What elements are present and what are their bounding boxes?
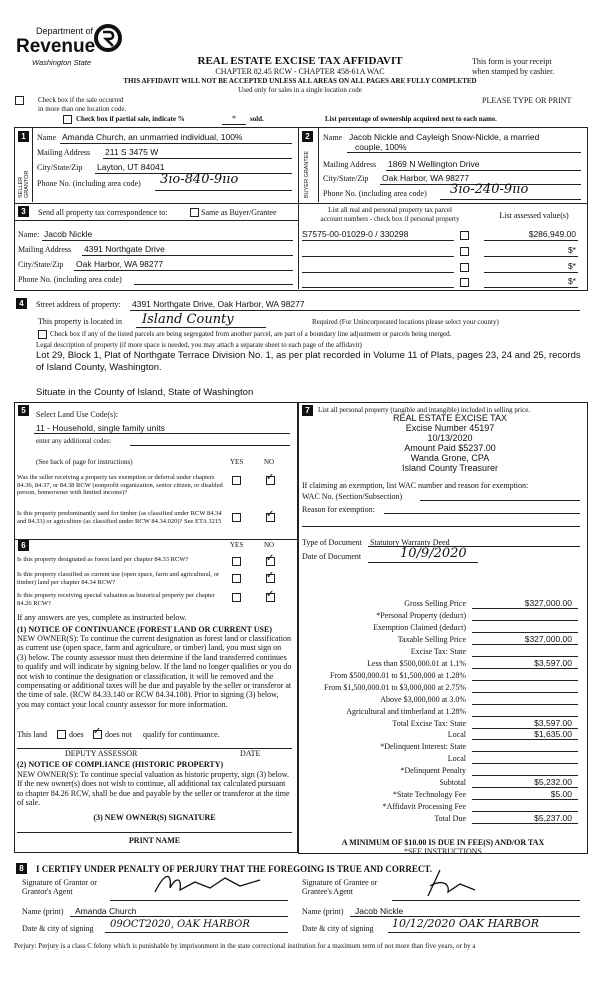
correspondence-label: Send all property tax correspondence to: — [38, 208, 168, 217]
see-instructions: *SEE INSTRUCTIONS — [403, 847, 482, 856]
tax-row-line — [472, 704, 578, 705]
exemption-no-check-icon: ✓ — [266, 472, 275, 483]
certify-title: I CERTIFY UNDER PENALTY OF PERJURY THAT THE FOREGOING IS TRUE AND CORRECT. — [36, 864, 433, 874]
deputy-assessor-label: DEPUTY ASSESSOR — [65, 749, 138, 758]
historic-yes-checkbox[interactable] — [232, 593, 241, 602]
section-3-number: 3 — [18, 206, 29, 217]
assessed-value-2[interactable]: $* — [567, 245, 576, 255]
tax-row-line — [472, 751, 578, 752]
forest-yes-checkbox[interactable] — [232, 557, 241, 566]
seller-phone-label: Phone No. (including area code) — [37, 179, 141, 188]
seller-side-label: SELLER GRANTOR — [18, 170, 30, 198]
grantee-print-name[interactable]: Jacob Nickle — [355, 906, 404, 916]
grantee-signature-label: Signature of Grantee or Grantee's Agent — [302, 878, 378, 896]
tax-row-label: *Delinquent Penalty — [400, 766, 466, 776]
grantee-signature[interactable] — [420, 866, 490, 900]
seller-city[interactable]: Layton, UT 84041 — [97, 162, 165, 172]
grantee-name-label: Name (print) — [302, 907, 344, 916]
notice-2-title: (2) NOTICE OF COMPLIANCE (HISTORIC PROPERTY) — [17, 760, 224, 769]
tax-row-line — [472, 716, 578, 717]
partial-sale-sold: sold. — [250, 115, 264, 123]
land-use-label: Select Land Use Code(s): — [36, 410, 118, 419]
grantee-date-city-label: Date & city of signing — [302, 924, 374, 933]
partial-sale-label: Check box if partial sale, indicate % — [76, 115, 185, 123]
doc-date[interactable]: 10/9/2020 — [400, 546, 467, 561]
tax-row-line — [472, 692, 578, 693]
tax-row-line — [472, 811, 578, 812]
seller-phone[interactable]: 3ıo-840-9ııo — [160, 172, 239, 187]
buyer-addr[interactable]: 1869 N Wellington Drive — [388, 159, 480, 169]
tax-row-line — [472, 799, 578, 800]
parcel-header-2: account numbers - check box if personal property — [320, 215, 460, 223]
personal-property-checkbox-3[interactable] — [460, 263, 469, 272]
same-as-buyer-label: Same as Buyer/Grantee — [201, 208, 277, 217]
assessed-value[interactable]: $286,949.00 — [528, 229, 576, 239]
seller-city-label: City/State/Zip — [37, 163, 83, 172]
seller-name-label: Name — [37, 133, 57, 142]
print-name-label: PRINT NAME — [128, 836, 181, 845]
additional-codes-label: enter any additional codes: — [36, 437, 112, 445]
exemption-claim-label: If claiming an exemption, list WAC number and reason for exemption: — [302, 481, 529, 490]
current-use-yes-checkbox[interactable] — [232, 574, 241, 583]
tax-row-label: Less than $500,000.01 at 1.1% — [367, 658, 466, 668]
tax-row-line — [472, 632, 578, 633]
tax-row-line — [472, 620, 578, 621]
corr-addr[interactable]: 4391 Northgate Drive — [84, 244, 165, 254]
stamp-line-2: Excise Number 45197 — [405, 423, 495, 433]
legal-description[interactable]: Lot 29, Block 1, Plat of Northgate Terrace Division No. 1, as per plat recorded in Volume 11 of Plats, pages 23, 24 and 25, records of Island County, Washington. — [36, 350, 581, 373]
type-or-print: PLEASE TYPE OR PRINT — [482, 96, 572, 105]
grantor-signature[interactable] — [150, 870, 270, 900]
corr-phone-label: Phone No. (including area code) — [18, 275, 122, 284]
current-use-question: Is this property classified as current use (open space, farm and agricultural, or timber) land per chapter 84.34 RCW? — [17, 571, 220, 586]
corr-city[interactable]: Oak Harbor, WA 98277 — [76, 259, 164, 269]
buyer-phone-label: Phone No. (including area code) — [323, 189, 427, 198]
grantor-date-city[interactable]: 09OCT2020, OAK HARBOR — [110, 919, 250, 930]
stamp-line-6: Island County Treasurer — [401, 463, 499, 473]
multi-location-label-1: Check box if the sale occurred — [38, 96, 124, 104]
tax-row-label: Gross Selling Price — [404, 599, 466, 608]
buyer-addr-label: Mailing Address — [323, 160, 377, 169]
tax-row-value[interactable]: $1,635.00 — [534, 729, 572, 740]
land-use-no-header: NO — [264, 458, 275, 466]
tax-row-line — [472, 728, 578, 729]
s6-no-header: NO — [264, 541, 275, 549]
notice-1-title: (1) NOTICE OF CONTINUANCE (FOREST LAND OR CURRENT USE) — [17, 625, 272, 634]
buyer-name-2[interactable]: couple, 100% — [355, 142, 407, 152]
section-8-number: 8 — [16, 863, 27, 874]
tax-row-line — [472, 787, 578, 788]
doc-type-label: Type of Document — [302, 538, 362, 547]
exemption-yes-checkbox[interactable] — [232, 476, 241, 485]
form-chapter: CHAPTER 82.45 RCW - CHAPTER 458-61A WAC — [215, 67, 385, 76]
tax-row-label: *State Technology Fee — [392, 790, 466, 800]
notice-2-body: NEW OWNER(S): To continue special valuation as historic property, sign (3) below. If the new owner(s) does not wish to continue, all additional tax calculated pursuant to chapter 84.26 RCW, shall be due and payable by the seller or transferor at the time of sale. — [17, 770, 290, 808]
buyer-phone[interactable]: 3ıo-240-9ııo — [450, 182, 529, 197]
dor-logo-icon — [94, 24, 122, 52]
land-use-yes-header: YES — [230, 458, 244, 466]
tax-row-label: Local — [447, 730, 466, 740]
tax-row-line — [472, 680, 578, 681]
personal-property-label: List all personal property (tangible and intangible) included in selling price. — [318, 406, 531, 414]
buyer-city[interactable]: Oak Harbor, WA 98277 — [382, 173, 470, 183]
segregated-note: Check box if any of the listed parcels are being segregated from another parcel, are part of a boundary line adjustment or parcels being merged. — [50, 330, 452, 338]
tax-row-line — [472, 656, 578, 657]
same-as-buyer-checkbox[interactable] — [190, 208, 199, 217]
grantee-date-city[interactable]: 10/12/2020 OAK HARBOR — [392, 917, 539, 930]
receipt-note-2: when stamped by cashier. — [472, 67, 555, 76]
corr-name-label: Name: — [18, 230, 40, 239]
doc-date-label: Date of Document — [302, 552, 362, 561]
forest-no-check-icon: ✓ — [266, 553, 275, 564]
tax-row-label: Subtotal — [439, 778, 466, 788]
qualify-label: qualify for continuance. — [143, 730, 220, 739]
legal-label: Legal description of property (if more space is needed, you may attach a separate sheet to each page of the affidavit) — [36, 341, 362, 349]
tax-row-label: *Delinquent Interest: State — [380, 742, 466, 752]
historic-no-check-icon: ✓ — [266, 589, 275, 600]
seller-name[interactable]: Amanda Church, an unmarried individual, 100% — [62, 132, 243, 142]
land-use-code[interactable]: 11 - Household, single family units — [36, 423, 165, 433]
tax-row-value[interactable]: $327,000.00 — [524, 598, 572, 608]
stamp-line-4: Amount Paid $5237.00 — [404, 443, 496, 453]
seller-addr-label: Mailing Address — [37, 148, 91, 157]
tax-row-value[interactable]: $3,597.00 — [534, 657, 572, 668]
street-label: Street address of property: — [36, 300, 121, 309]
buyer-side-label: BUYER GRANTEE — [304, 150, 310, 198]
section-7-number: 7 — [302, 405, 313, 416]
assessed-header: List assessed value(s) — [499, 211, 569, 220]
tax-row-line — [472, 775, 578, 776]
buyer-name-label: Name — [323, 133, 343, 142]
tax-row-label: From $1,500,000.01 to $3,000,000 at 2.75% — [324, 682, 466, 692]
personal-property-checkbox-1[interactable] — [460, 231, 469, 240]
tax-row-value[interactable]: $5,237.00 — [534, 813, 572, 824]
tax-row-label: *Personal Property (deduct) — [376, 610, 466, 620]
section-4-number: 4 — [16, 298, 27, 309]
corr-addr-label: Mailing Address — [18, 245, 72, 254]
tax-row-line — [472, 608, 578, 609]
buyer-name[interactable]: Jacob Nickle and Cayleigh Snow-Nickle, a married — [349, 132, 540, 142]
tax-row-label: Total Excise Tax: State — [392, 718, 466, 728]
form-warning: THIS AFFIDAVIT WILL NOT BE ACCEPTED UNLESS ALL AREAS ON ALL PAGES ARE FULLY COMPLETED — [123, 77, 477, 85]
section-5-number: 5 — [18, 405, 29, 416]
grantor-signature-label: Signature of Grantor or Grantor's Agent — [22, 878, 97, 896]
wac-label: WAC No. (Section/Subsection) — [302, 492, 403, 501]
property-street[interactable]: 4391 Northgate Drive, Oak Harbor, WA 98277 — [132, 299, 305, 309]
corr-name[interactable]: Jacob Nickle — [44, 229, 93, 239]
stamp-line-5: Wanda Grone, CPA — [410, 453, 490, 463]
tax-row-label: *Affidavit Processing Fee — [382, 802, 466, 812]
tax-row-label: From $500,000.01 to $1,500,000 at 1.28% — [330, 670, 466, 680]
section-2-number: 2 — [302, 131, 313, 142]
multi-location-checkbox[interactable] — [15, 96, 24, 105]
tax-row-value[interactable]: $3,597.00 — [534, 717, 572, 728]
tax-row-line — [472, 644, 578, 645]
receipt-note-1: This form is your receipt — [472, 57, 552, 66]
located-label: This property is located in — [38, 317, 122, 326]
tax-row-line — [472, 823, 578, 824]
tax-row-label: Agricultural and timberland at 1.28% — [346, 706, 466, 716]
section-6-number: 6 — [18, 540, 29, 551]
dept-main: Revenue — [16, 36, 96, 57]
tax-row-label: Local — [447, 754, 466, 764]
tax-row-label: Exemption Claimed (deduct) — [373, 622, 466, 632]
partial-sale-checkbox[interactable] — [63, 115, 72, 124]
tax-row-label: Total Due — [434, 814, 466, 824]
located-county[interactable]: Island County — [142, 312, 234, 327]
buyer-city-label: City/State/Zip — [323, 174, 369, 183]
assessed-value-4[interactable]: $* — [567, 276, 576, 286]
tax-row-line — [472, 763, 578, 764]
if-any-yes: If any answers are yes, complete as instructed below. — [17, 613, 187, 622]
see-back-note: (See back of page for instructions) — [36, 458, 133, 466]
tax-row-value[interactable]: $5.00 — [550, 789, 572, 800]
list-pct-note: List percentage of ownership acquired next to each name. — [325, 115, 497, 123]
grantor-print-name[interactable]: Amanda Church — [75, 906, 137, 916]
historic-question: Is this property receiving special valuation as historical property per chapter 84.26 RCW? — [17, 592, 215, 607]
tax-row-line — [472, 668, 578, 669]
partial-sale-pct[interactable]: * — [232, 114, 236, 123]
land-does-checkbox[interactable] — [57, 730, 66, 739]
multi-location-label-2: in more than one location code. — [38, 105, 127, 113]
parcel-number[interactable]: S7575-00-01029-0 / 330298 — [302, 229, 409, 239]
personal-property-checkbox-4[interactable] — [460, 278, 469, 287]
forest-question: Is this property designated as forest land per chapter 84.33 RCW? — [17, 556, 189, 563]
notice-1-body: NEW OWNER(S): To continue the current designation as forest land or classification as current use (open space, farm and agriculture, or timber) land, you must sign on (3) below. The county assessor must then determine if the land transferred continues to qualify and will indicate by signing below. If the land no longer qualifies or you do not wish to continue the designation or classification, it will be removed and the compensating or additional taxes will be due and payable by the seller or transferor at the time of sale. (RCW 84.33.140 or RCW 84.34.108). Prior to signing (3) below, you may contact your local county assessor for more information. — [17, 634, 292, 709]
section-1-number: 1 — [18, 131, 29, 142]
parcel-header-1: List all real and personal property tax parcel — [328, 206, 452, 214]
treasurer-stamp — [360, 413, 540, 473]
dor-logo — [14, 22, 134, 72]
timber-no-check-icon: ✓ — [266, 509, 275, 520]
form-title: REAL ESTATE EXCISE TAX AFFIDAVIT — [197, 55, 403, 67]
current-use-no-check-icon: ✓ — [266, 570, 275, 581]
timber-yes-checkbox[interactable] — [232, 513, 241, 522]
land-does-not-check-icon: ✓ — [93, 726, 102, 737]
assessed-value-3[interactable]: $* — [567, 261, 576, 271]
required-note: Required (For Unincorporated locations please select your county) — [312, 318, 499, 326]
single-location-note: Used only for sales in a single location code — [238, 86, 362, 94]
deputy-date-label: DATE — [240, 749, 261, 758]
tax-row-label: Above $3,000,000 at 3.0% — [380, 694, 466, 704]
seller-addr[interactable]: 211 S 3475 W — [105, 147, 159, 157]
new-owner-signature-label: (3) NEW OWNER(S) SIGNATURE — [93, 813, 216, 822]
tax-row-value[interactable]: $327,000.00 — [524, 633, 572, 644]
tax-row-label: Excise Tax: State — [410, 646, 466, 656]
tax-row-line — [472, 739, 578, 740]
tax-row-value[interactable]: $5,232.00 — [534, 777, 572, 788]
land-does-not-label: does not — [105, 730, 132, 739]
doc-type[interactable]: Statutory Warranty Deed — [370, 538, 450, 547]
dept-state: Washington State — [32, 58, 92, 67]
s6-yes-header: YES — [230, 541, 244, 549]
exemption-question: Was the seller receiving a property tax exemption or deferral under chapters 84.36, 84.37, or 84.38 RCW (nonprofit organization, senior citizen, or disabled person, homeowner with limited income)? — [17, 474, 223, 496]
situate[interactable]: Situate in the County of Island, State of Washington — [36, 387, 254, 398]
minimum-fee-note: A MINIMUM OF $10.00 IS DUE IN FEE(S) AND/OR TAX — [341, 838, 545, 847]
stamp-line-3: 10/13/2020 — [427, 433, 473, 443]
dept-top: Department of — [36, 26, 94, 36]
land-does-label: does — [69, 730, 84, 739]
timber-question: Is this property predominantly used for timber (as classified under RCW 84.34 and 84.33) or agriculture (as classified under RCW 84.34.020)? See ETA 3215 — [17, 510, 222, 525]
segregated-checkbox[interactable] — [38, 330, 47, 339]
reason-label: Reason for exemption: — [302, 505, 375, 514]
corr-city-label: City/State/Zip — [18, 260, 64, 269]
grantor-date-city-label: Date & city of signing — [22, 924, 94, 933]
perjury-notice: Perjury: Perjury is a class C felony which is punishable by imprisonment in the state correctional institution for a maximum term of not more than five years, or by a — [14, 942, 476, 950]
grantor-name-label: Name (print) — [22, 907, 64, 916]
stamp-line-1: REAL ESTATE EXCISE TAX — [392, 413, 508, 423]
this-land-label: This land — [17, 730, 47, 739]
personal-property-checkbox-2[interactable] — [460, 247, 469, 256]
tax-row-label: Taxable Selling Price — [397, 634, 466, 644]
